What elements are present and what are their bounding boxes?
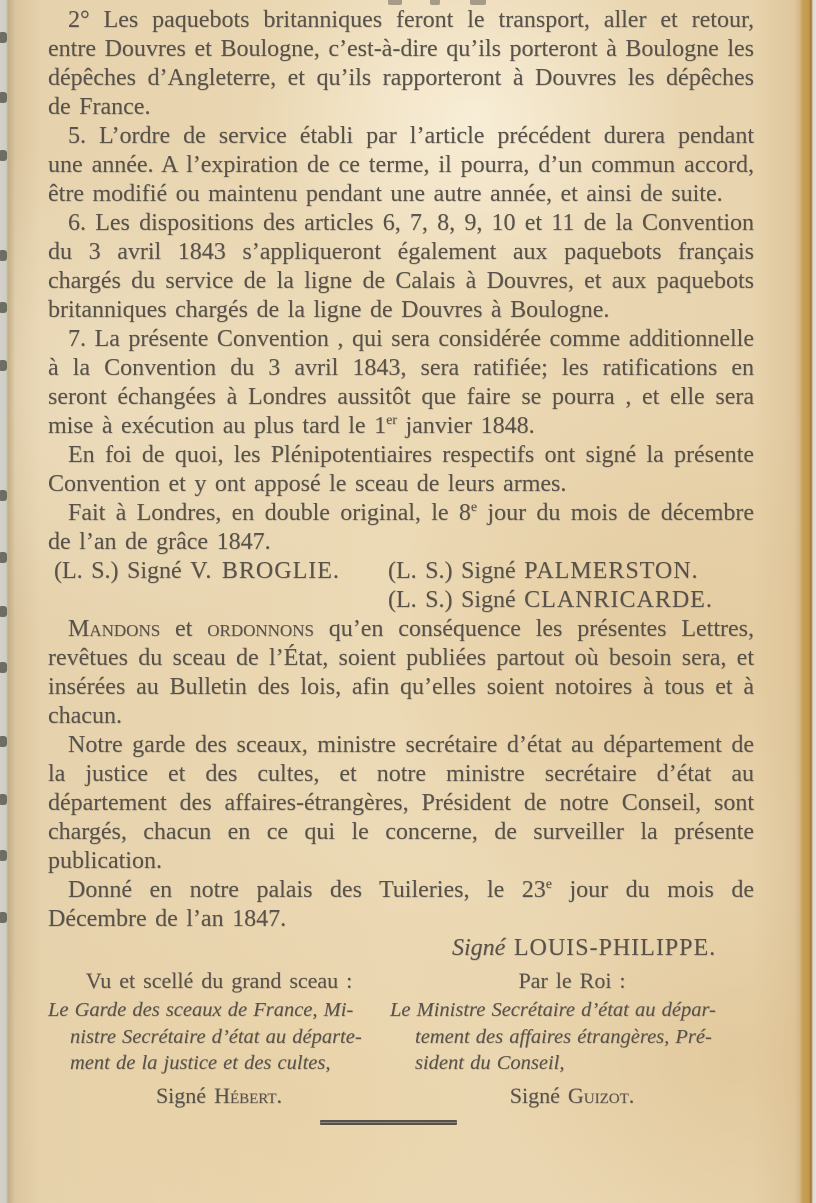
article-7-text: 7. La présente Convention , qui sera considérée comme additionnelle à la Convention du 3 avril 1843, sera ratifiée; les ratifications en seront échangées à Londres aussitôt que faire se pourra , et elle sera mise à exécution au plus tard le 1: [48, 326, 754, 439]
cutoff-text-fragment: [430, 0, 440, 5]
binding-mark: [0, 92, 7, 103]
binding-mark: [0, 490, 7, 501]
closing-signatures: [48, 967, 754, 1110]
signatory-name: PALMERSTON.: [524, 558, 699, 584]
seal-abbreviation: (L. S.): [388, 558, 453, 584]
binding-mark: [0, 794, 7, 805]
right-official-title: [390, 997, 754, 1077]
cutoff-text-fragment: [388, 0, 402, 5]
binding-mark: [0, 250, 7, 261]
binding-edge: [0, 0, 15, 1203]
mandons-connector: et: [160, 616, 208, 642]
article-7-text-end: janvier 1848.: [396, 413, 535, 439]
royal-signatory-name: LOUIS-PHILIPPE.: [513, 935, 717, 961]
donne-text-end: jour du mois de Décembre de l’an 1847.: [48, 877, 754, 932]
signatory-name: Hébert.: [214, 1082, 283, 1108]
ordinal-superscript: e: [545, 877, 552, 892]
page-block-gilt-edge: [794, 0, 816, 1203]
seal-signature-palmerston: [388, 557, 699, 586]
seal-abbreviation: (L. S.): [54, 558, 119, 584]
right-signature: [390, 1081, 754, 1110]
title-line: ment de la justice et des cultes,: [70, 1052, 331, 1074]
paragraph-article-5: 5. L’ordre de service établi par l’article précédent durera pendant une année. A l’expiration de ce terme, il pourra, d’un commun accord, être modifié ou maintenu pendant une autre année, et ainsi de suite.: [48, 123, 754, 207]
cutoff-text-fragment: [470, 0, 486, 5]
binding-mark: [0, 736, 7, 747]
title-line: Le Garde des sceaux de France, Mi-: [48, 999, 354, 1021]
binding-mark: [0, 606, 7, 617]
binding-mark: [0, 662, 7, 673]
paragraph-en-foi-de-quoi: En foi de quoi, les Plénipotentiaires respectifs ont signé la présente Convention et y ont apposé le sceau de leurs armes.: [48, 442, 754, 497]
signatory-name: CLANRICARDE.: [524, 587, 713, 613]
signe-label: Signé: [509, 1082, 560, 1108]
title-line: sident du Conseil,: [415, 1052, 565, 1074]
seal-signatures-row-2: [48, 586, 754, 615]
ordonnons-smallcaps: ordonnons: [207, 616, 314, 642]
seal-signature-broglie: [54, 557, 340, 586]
title-line: tement des affaires étrangères, Pré-: [415, 1025, 712, 1048]
binding-mark: [0, 552, 7, 563]
fait-text-end: jour du mois de décembre de l’an de grâce 1847.: [48, 500, 754, 555]
end-rule: [320, 1120, 457, 1125]
page-text-block: [48, 6, 754, 1125]
signe-label: Signé: [461, 587, 516, 613]
left-attestation: Vu et scellé du grand sceau :: [85, 968, 353, 993]
binding-mark: [0, 360, 7, 371]
paragraph-fait-a-londres: [48, 499, 754, 557]
paragraph-garde-des-sceaux: Notre garde des sceaux, ministre secrétaire d’état au département de la justice et des cultes, et notre ministre secrétaire d’état au département des affaires-étrangères, Président de notre Conseil, sont chargés, chacun en ce qui le concerne, de surveiller la présente publication.: [48, 732, 754, 874]
binding-mark: [0, 150, 7, 161]
title-line: nistre Secrétaire d’état au départe-: [70, 1025, 362, 1048]
donne-text: Donné en notre palais des Tuileries, le 23: [68, 877, 546, 903]
right-attestation: Par le Roi :: [518, 968, 626, 993]
binding-mark: [0, 302, 7, 313]
paragraph-packets-clause: 2° Les paquebots britanniques feront le transport, aller et retour, entre Douvres et Boulogne, c’est-à-dire qu’ils porteront à Boulogne les dépêches d’Angleterre, et qu’ils rapporteront à Douvres les dépêches de France.: [48, 7, 754, 120]
signe-label: Signé: [155, 1082, 207, 1108]
paragraph-article-7: [48, 325, 754, 441]
signe-label: Signé: [461, 558, 516, 584]
title-line: Le Ministre Secrétaire d’état au dépar-: [390, 999, 716, 1021]
ordinal-superscript: er: [386, 413, 397, 428]
paragraph-donne-tuileries: [48, 876, 754, 934]
binding-mark: [0, 912, 7, 923]
signatory-name: V. BROGLIE.: [190, 558, 340, 584]
binding-mark: [0, 850, 7, 861]
closing-right-column: [390, 967, 754, 1110]
mandons-smallcaps: Mandons: [68, 616, 161, 642]
binding-mark: [0, 32, 7, 43]
signatory-name: Guizot.: [567, 1082, 635, 1108]
paragraph-mandons-ordonnons: [48, 615, 754, 731]
paragraph-article-6: 6. Les dispositions des articles 6, 7, 8, 9, 10 et 11 de la Convention du 3 avril 1843 s’appliqueront également aux paquebots français chargés du service de la ligne de Calais à Douvres, et aux paquebots britanniques chargés de la ligne de Douvres à Boulogne.: [48, 210, 754, 323]
fait-text: Fait à Londres, en double original, le 8: [68, 500, 471, 526]
left-official-title: [48, 997, 390, 1077]
seal-signature-clanricarde: [388, 586, 713, 615]
left-signature: [48, 1081, 390, 1110]
ordinal-superscript: e: [470, 500, 478, 515]
signe-label: Signé: [452, 935, 506, 961]
seal-abbreviation: (L. S.): [388, 587, 453, 613]
signe-label: Signé: [127, 558, 182, 584]
royal-signature: [452, 934, 754, 964]
closing-left-column: [48, 967, 390, 1110]
mandons-text: qu’en conséquence les présentes Lettres, revêtues du sceau de l’État, soient publiées partout où besoin sera, et insérées au Bulletin des lois, afin qu’elles soient notoires à tous et à chacun.: [48, 616, 754, 729]
seal-signatures-row-1: [48, 557, 754, 586]
